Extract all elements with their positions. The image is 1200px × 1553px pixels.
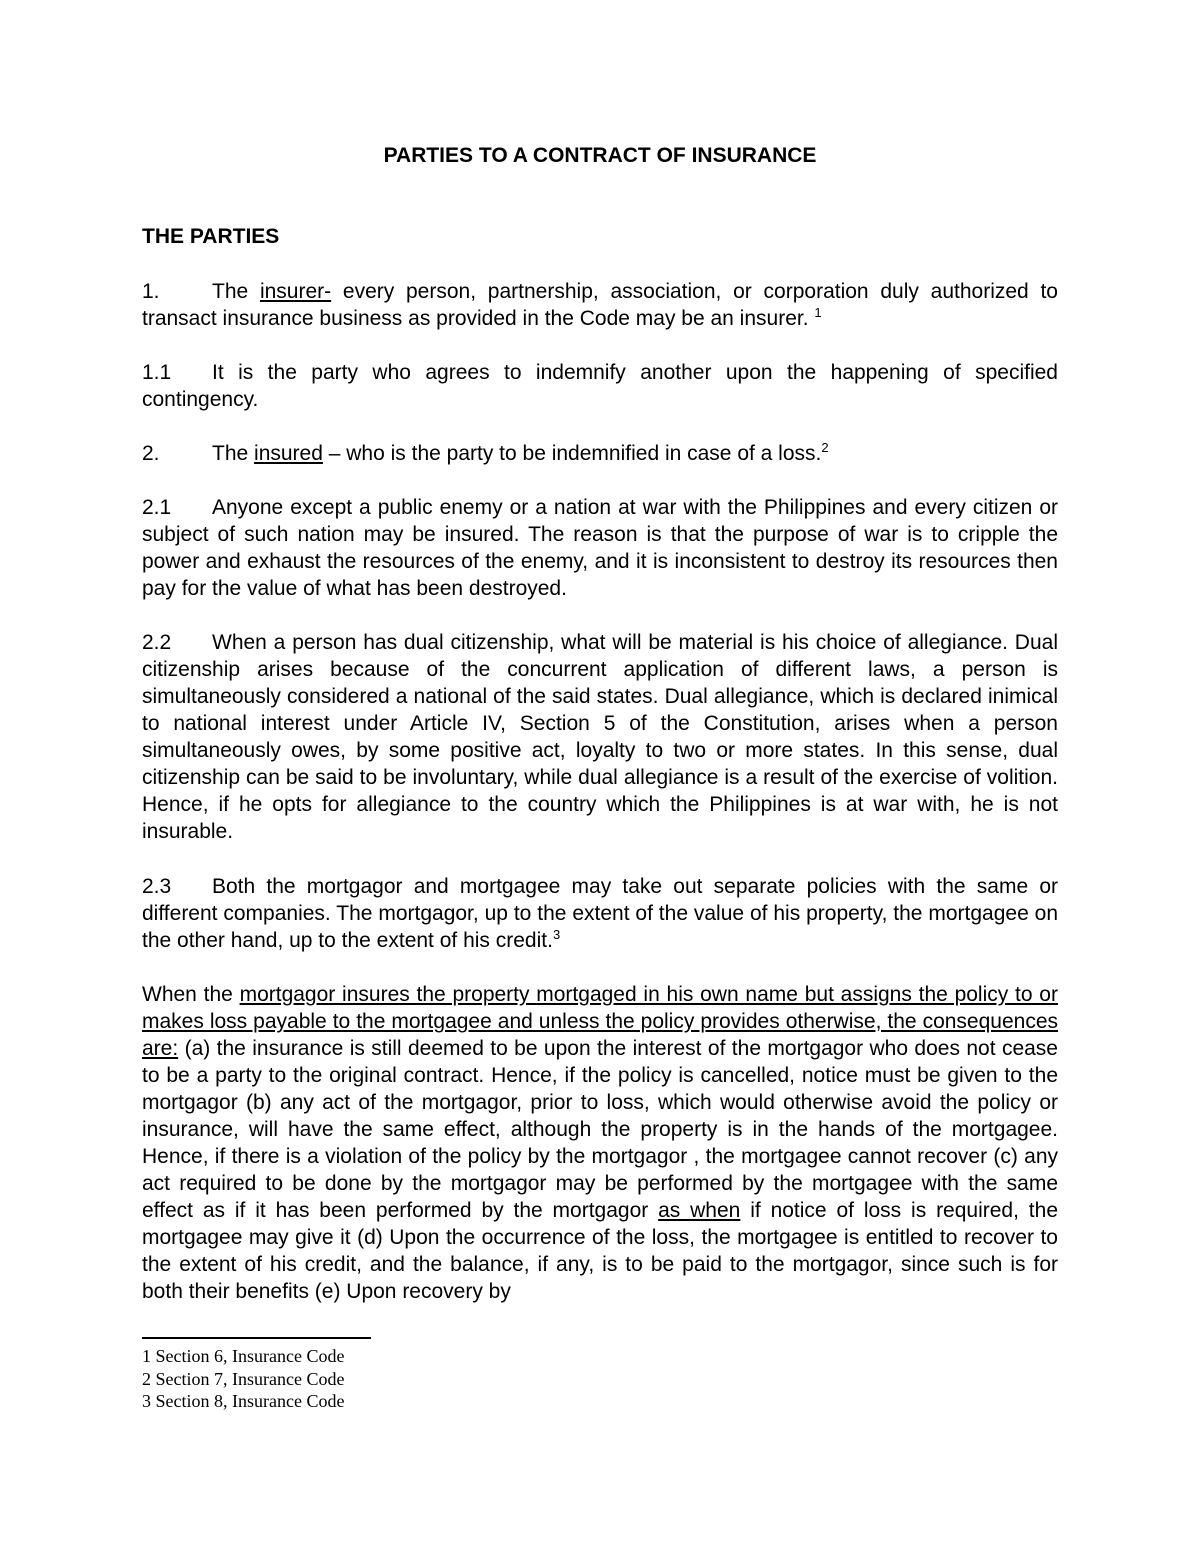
underlined-term: insured [254,442,323,465]
paragraph-2-2: 2.2 When a person has dual citizenship, what will be material is his choice of allegiance. Dual citizenship arises because of the concurrent application of different laws, a person is simultaneously considered a national of the said states. Dual allegiance, which is declared inimical to national interest under Article IV, Section 5 of the Constitution, arises when a person simultaneously owes, by some positive act, loyalty to two or more states. In this sense, dual citizenship can be said to be involuntary, while dual allegiance is a result of the exercise of volition. Hence, if he opts for allegiance to the country which the Philippines is at war with, he is not insurable. [142,631,1058,843]
footnote-2: 2 Section 7, Insurance Code [142,1368,345,1389]
paragraph-number: 2. [142,442,160,465]
paragraph-2-3: 2.3 Both the mortgagor and mortgagee may take out separate policies with the same or different companies. The mortgagor, up to the extent of the value of his property, the mortgagee on the other hand, up to the extent of his credit.$^3$ [142,875,1058,952]
footnote-3: 3 Section 8, Insurance Code [142,1391,345,1411]
paragraph-number: 2.2 [142,631,172,654]
section-heading: THE PARTIES [142,225,280,248]
paragraph-number: 2.1 [142,496,172,519]
paragraph-2: 2. The insured – who is the party to be indemnified in case of a loss.$^2$ [142,440,829,465]
footnote-1: 1 Section 6, Insurance Code [142,1346,345,1366]
paragraph-2-1: 2.1 Anyone except a public enemy or a nation at war with the Philippines and every citizen or subject of such nation may be insured. The reason is that the purpose of war is to cripple the power and exhaust the resources of the enemy, and it is inconsistent to destroy its resources then pay for the value of what has been destroyed. [142,496,1058,600]
footnote-ref: 3 [552,927,561,942]
paragraph-1-1: 1.1 It is the party who agrees to indemnify another upon the happening of specified contingency. [142,361,1058,411]
paragraph-1: 1. The insurer- every person, partnership, association, or corporation duly authorized to transact insurance business as provided in the Code may be an insurer. $^1$ [142,280,1058,330]
footnote-separator [142,1337,371,1339]
underlined-phrase: as when [658,1199,741,1222]
paragraph-number: 1.1 [142,361,172,384]
footnotes [142,1345,344,1413]
footnote-ref: 1 [814,305,822,320]
paragraph-mortgagor-consequences: When the mortgagor insures the property mortgaged in his own name but assigns the policy to or makes loss payable to the mortgagee and unless the policy provides otherwise, the consequences are: (a) the insurance is still deemed to be upon the interest of the mortgagor who does not cease to be a party to the original contract. Hence, if the policy is cancelled, notice must be given to the mortgagor (b) any act of the mortgagor, prior to loss, which would otherwise avoid the policy or insurance, will have the same effect, although the property is in the hands of the mortgagee. Hence, if there is a violation of the policy by the mortgagor , the mortgagee cannot recover (c) any act required to be done by the mortgagor may be performed by the mortgagee with the same effect as if it has been performed by the mortgagor as when if notice of loss is required, the mortgagee may give it (d) Upon the occurrence of the loss, the mortgagee is entitled to recover to the extent of his credit, and the balance, if any, is to be paid to the mortgagor, since such is for both their benefits (e) Upon recovery by [142,983,1059,1303]
document-title: PARTIES TO A CONTRACT OF INSURANCE [383,144,817,167]
paragraph-number: 2.3 [142,875,172,898]
underlined-term: insurer- [259,280,332,303]
footnote-ref: 2 [821,440,829,455]
paragraph-number: 1. [142,280,160,303]
underlined-phrase: mortgagor insures the property mortgaged in his own name but assigns the policy to or makes loss payable to the mortgagee and unless the policy provides otherwise, the consequences are: [142,983,1058,1060]
